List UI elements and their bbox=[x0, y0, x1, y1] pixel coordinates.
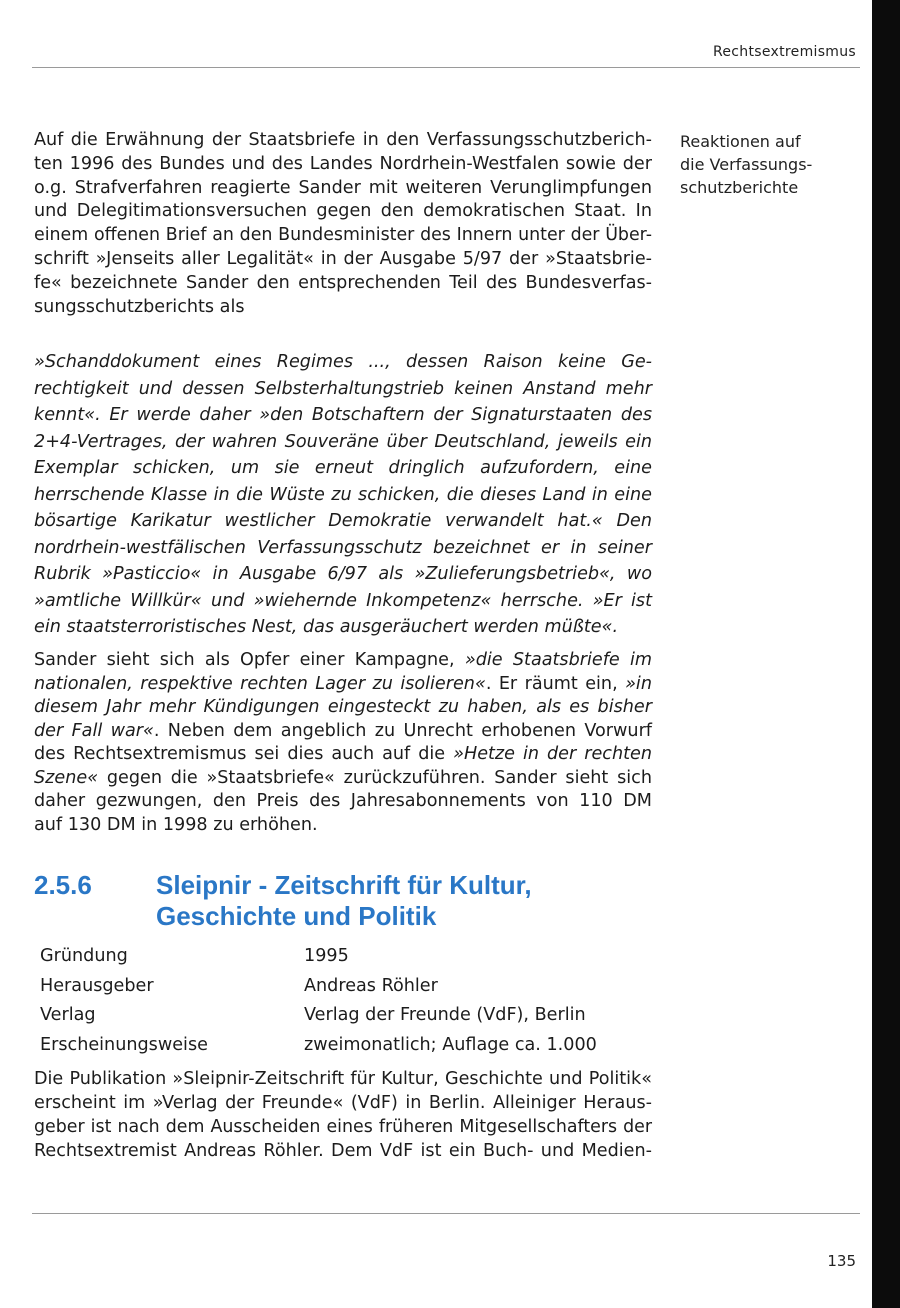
fact-label: Herausgeber bbox=[40, 975, 154, 996]
text-line: erscheint im »Verlag der Freunde« (VdF) in Berlin. Alleiniger Heraus- bbox=[34, 1093, 652, 1113]
quote-line: rechtigkeit und dessen Selbsterhaltungstrieb keinen Anstand mehr bbox=[34, 378, 652, 399]
fact-value: Andreas Röhler bbox=[304, 975, 438, 996]
margin-note-line: die Verfassungs- bbox=[680, 155, 813, 174]
text-run: gegen die »Staatsbriefe« zurückzuführen. Sander sieht sich bbox=[98, 767, 652, 788]
fact-label: Verlag bbox=[40, 1005, 96, 1026]
text-line bbox=[34, 673, 652, 697]
text-line: o.g. Strafverfahren reagierte Sander mit weiteren Verunglimpfungen bbox=[34, 177, 652, 198]
fact-value: 1995 bbox=[304, 946, 349, 966]
text-line: daher gezwungen, den Preis des Jahresabonnements von 110 DM bbox=[34, 791, 652, 811]
quote-line: 2+4-Vertrages, der wahren Souveräne über Deutschland, jeweils ein bbox=[34, 431, 652, 452]
quote-line: ein staatsterroristisches Nest, das ausgeräuchert werden müßte«. bbox=[34, 617, 619, 637]
margin-note-line: Reaktionen auf bbox=[680, 132, 801, 151]
italic-run: »in bbox=[625, 673, 652, 694]
italic-run: »die Staatsbriefe im bbox=[464, 650, 653, 670]
fact-table bbox=[34, 946, 674, 1064]
fact-row bbox=[34, 1035, 674, 1065]
text-line: und Delegitimationsversuchen gegen den demokratischen Staat. In bbox=[34, 201, 652, 222]
text-line: Rechtsextremist Andreas Röhler. Dem VdF ist ein Buch- und Medien- bbox=[34, 1141, 652, 1161]
quote-line: bösartige Karikatur westlicher Demokratie verwandelt hat.« Den bbox=[34, 511, 652, 531]
italic-run: nationalen, respektive rechten Lager zu isolieren« bbox=[34, 673, 486, 694]
italic-run: diesem Jahr mehr Kündigungen eingesteckt zu haben, als es bisher bbox=[34, 697, 652, 717]
section-title-line: Geschichte und Politik bbox=[156, 901, 437, 931]
text-run: des Rechtsextremismus sei dies auch auf die bbox=[34, 744, 454, 764]
quote-line: Exemplar schicken, um sie erneut dringlich aufzufordern, eine bbox=[34, 458, 652, 478]
page-edge-bar bbox=[872, 0, 900, 1308]
intro-paragraph bbox=[34, 129, 652, 319]
margin-note bbox=[680, 130, 860, 199]
block-quote bbox=[34, 349, 652, 641]
fact-row bbox=[34, 976, 674, 1006]
fact-label: Erscheinungsweise bbox=[40, 1034, 208, 1055]
sleipnir-paragraph bbox=[34, 1067, 652, 1163]
section-title-line: Sleipnir - Zeitschrift für Kultur, bbox=[156, 870, 532, 900]
kampagne-paragraph bbox=[34, 649, 652, 837]
text-line: geber ist nach dem Ausscheiden eines früheren Mitgesellschafters der bbox=[34, 1117, 652, 1137]
italic-run: »Hetze in der rechten bbox=[453, 744, 652, 764]
quote-line: Rubrik »Pasticcio« in Ausgabe 6/97 als »Zulieferungsbetrieb«, wo bbox=[34, 564, 652, 584]
running-header: Rechtsextremismus bbox=[713, 44, 856, 60]
text-line: fe« bezeichnete Sander den entsprechenden Teil des Bundesverfas- bbox=[34, 272, 652, 293]
quote-line: herrschende Klasse in die Wüste zu schicken, die dieses Land in eine bbox=[34, 484, 652, 505]
text-line: sungsschutzberichts als bbox=[34, 296, 245, 317]
page-number: 135 bbox=[827, 1252, 856, 1270]
text-line: ten 1996 des Bundes und des Landes Nordrhein-Westfalen sowie der bbox=[34, 153, 652, 174]
fact-value: zweimonatlich; Auflage ca. 1.000 bbox=[304, 1034, 597, 1055]
quote-line: »Schanddokument eines Regimes ..., dessen Raison keine Ge- bbox=[34, 352, 652, 372]
header-rule bbox=[32, 67, 860, 68]
text-line bbox=[34, 767, 652, 791]
text-line bbox=[34, 720, 652, 744]
fact-value: Verlag der Freunde (VdF), Berlin bbox=[304, 1005, 586, 1026]
text-line bbox=[34, 696, 652, 720]
quote-line: »amtliche Willkür« und »wiehernde Inkompetenz« herrsche. »Er ist bbox=[34, 590, 652, 611]
italic-run: der Fall war« bbox=[34, 720, 154, 741]
text-run: . Neben dem angeblich zu Unrecht erhobenen Vorwurf bbox=[153, 720, 652, 741]
text-run: Sander sieht sich als Opfer einer Kampagne, bbox=[34, 650, 465, 670]
footer-rule bbox=[32, 1213, 860, 1214]
italic-run: Szene« bbox=[34, 767, 99, 788]
text-line bbox=[34, 649, 652, 673]
fact-label: Gründung bbox=[40, 946, 128, 966]
section-number: 2.5.6 bbox=[34, 870, 92, 900]
text-line bbox=[34, 743, 652, 767]
text-run: . Er räumt ein, bbox=[485, 673, 626, 694]
margin-note-line: schutzberichte bbox=[680, 178, 799, 197]
text-line: einem offenen Brief an den Bundesminister des Innern unter der Über- bbox=[34, 225, 652, 246]
quote-line: nordrhein-westfälischen Verfassungsschutz bezeichnet er in seiner bbox=[34, 537, 652, 558]
quote-line: kennt«. Er werde daher »den Botschaftern der Signaturstaaten des bbox=[34, 405, 652, 425]
text-line: Auf die Erwähnung der Staatsbriefe in den Verfassungsschutzberich- bbox=[34, 130, 652, 150]
text-line: auf 130 DM in 1998 zu erhöhen. bbox=[34, 814, 318, 835]
text-line: schrift »Jenseits aller Legalität« in der Ausgabe 5/97 der »Staatsbrie- bbox=[34, 248, 652, 269]
text-line: Die Publikation »Sleipnir-Zeitschrift für Kultur, Geschichte und Politik« bbox=[34, 1069, 652, 1089]
section-title bbox=[156, 870, 676, 932]
fact-row bbox=[34, 1005, 674, 1035]
fact-row bbox=[34, 946, 674, 976]
